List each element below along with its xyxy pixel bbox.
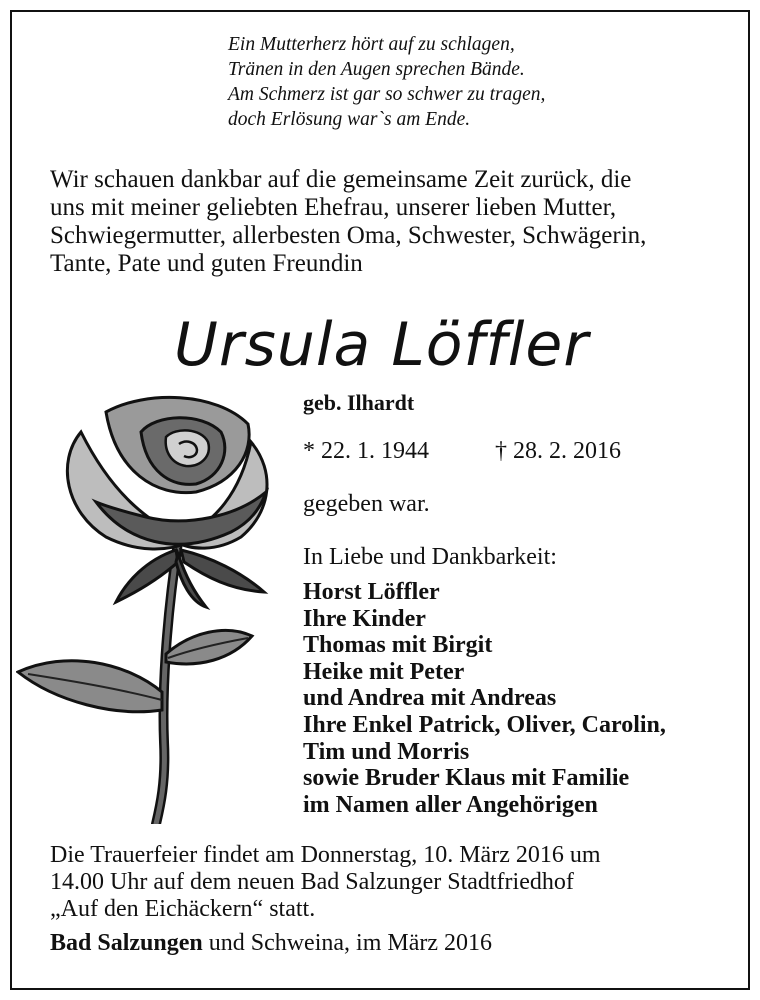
intro-line: uns mit meiner geliebten Ehefrau, unserer lieben Mutter, xyxy=(50,194,617,221)
poem-line: Ein Mutterherz hört auf zu schlagen, xyxy=(228,34,515,55)
mourner-line: Thomas mit Birgit xyxy=(303,632,493,659)
funeral-line: „Auf den Eichäckern“ statt. xyxy=(50,896,316,922)
mourner-line: Ihre Kinder xyxy=(303,605,426,632)
mourner-line: sowie Bruder Klaus mit Familie xyxy=(303,765,630,792)
intro-line: Wir schauen dankbar auf die gemeinsame Zeit zurück, die xyxy=(50,166,632,193)
place-rest: und Schweina, im März 2016 xyxy=(202,930,492,956)
rose-icon xyxy=(16,392,306,824)
mourner-line: Ihre Enkel Patrick, Oliver, Carolin, xyxy=(303,711,666,738)
mourner-line: im Namen aller Angehörigen xyxy=(303,791,598,818)
life-dates xyxy=(303,438,621,465)
intro-text xyxy=(50,166,713,278)
poem-line: Tränen in den Augen sprechen Bände. xyxy=(228,59,525,80)
maiden-name: geb. Ilhardt xyxy=(303,390,415,415)
funeral-line: Die Trauerfeier findet am Donnerstag, 10. März 2016 um xyxy=(50,842,601,868)
thanks-heading: In Liebe und Dankbarkeit: xyxy=(303,544,557,570)
poem-line: doch Erlösung war`s am Ende. xyxy=(228,109,471,130)
place-bold: Bad Salzungen xyxy=(50,930,203,956)
intro-line: Tante, Pate und guten Freundin xyxy=(50,250,363,277)
death-date: † 28. 2. 2016 xyxy=(495,438,621,464)
mourner-line: Heike mit Peter xyxy=(303,658,465,685)
place-date-line xyxy=(50,930,492,957)
deceased-name: Ursula Löffler xyxy=(174,310,590,380)
mourner-line: und Andrea mit Andreas xyxy=(303,685,557,712)
funeral-line: 14.00 Uhr auf dem neuen Bad Salzunger Stadtfriedhof xyxy=(50,869,574,895)
poem xyxy=(228,32,545,132)
mourner-line: Tim und Morris xyxy=(303,738,470,765)
intro-line: Schwiegermutter, allerbesten Oma, Schwester, Schwägerin, xyxy=(50,222,647,249)
funeral-notice xyxy=(50,842,601,923)
birth-date: * 22. 1. 1944 xyxy=(303,438,429,464)
mourners-list xyxy=(303,579,666,818)
given-text: gegeben war. xyxy=(303,491,430,517)
poem-line: Am Schmerz ist gar so schwer zu tragen, xyxy=(228,84,546,105)
mourner-line: Horst Löffler xyxy=(303,579,440,605)
